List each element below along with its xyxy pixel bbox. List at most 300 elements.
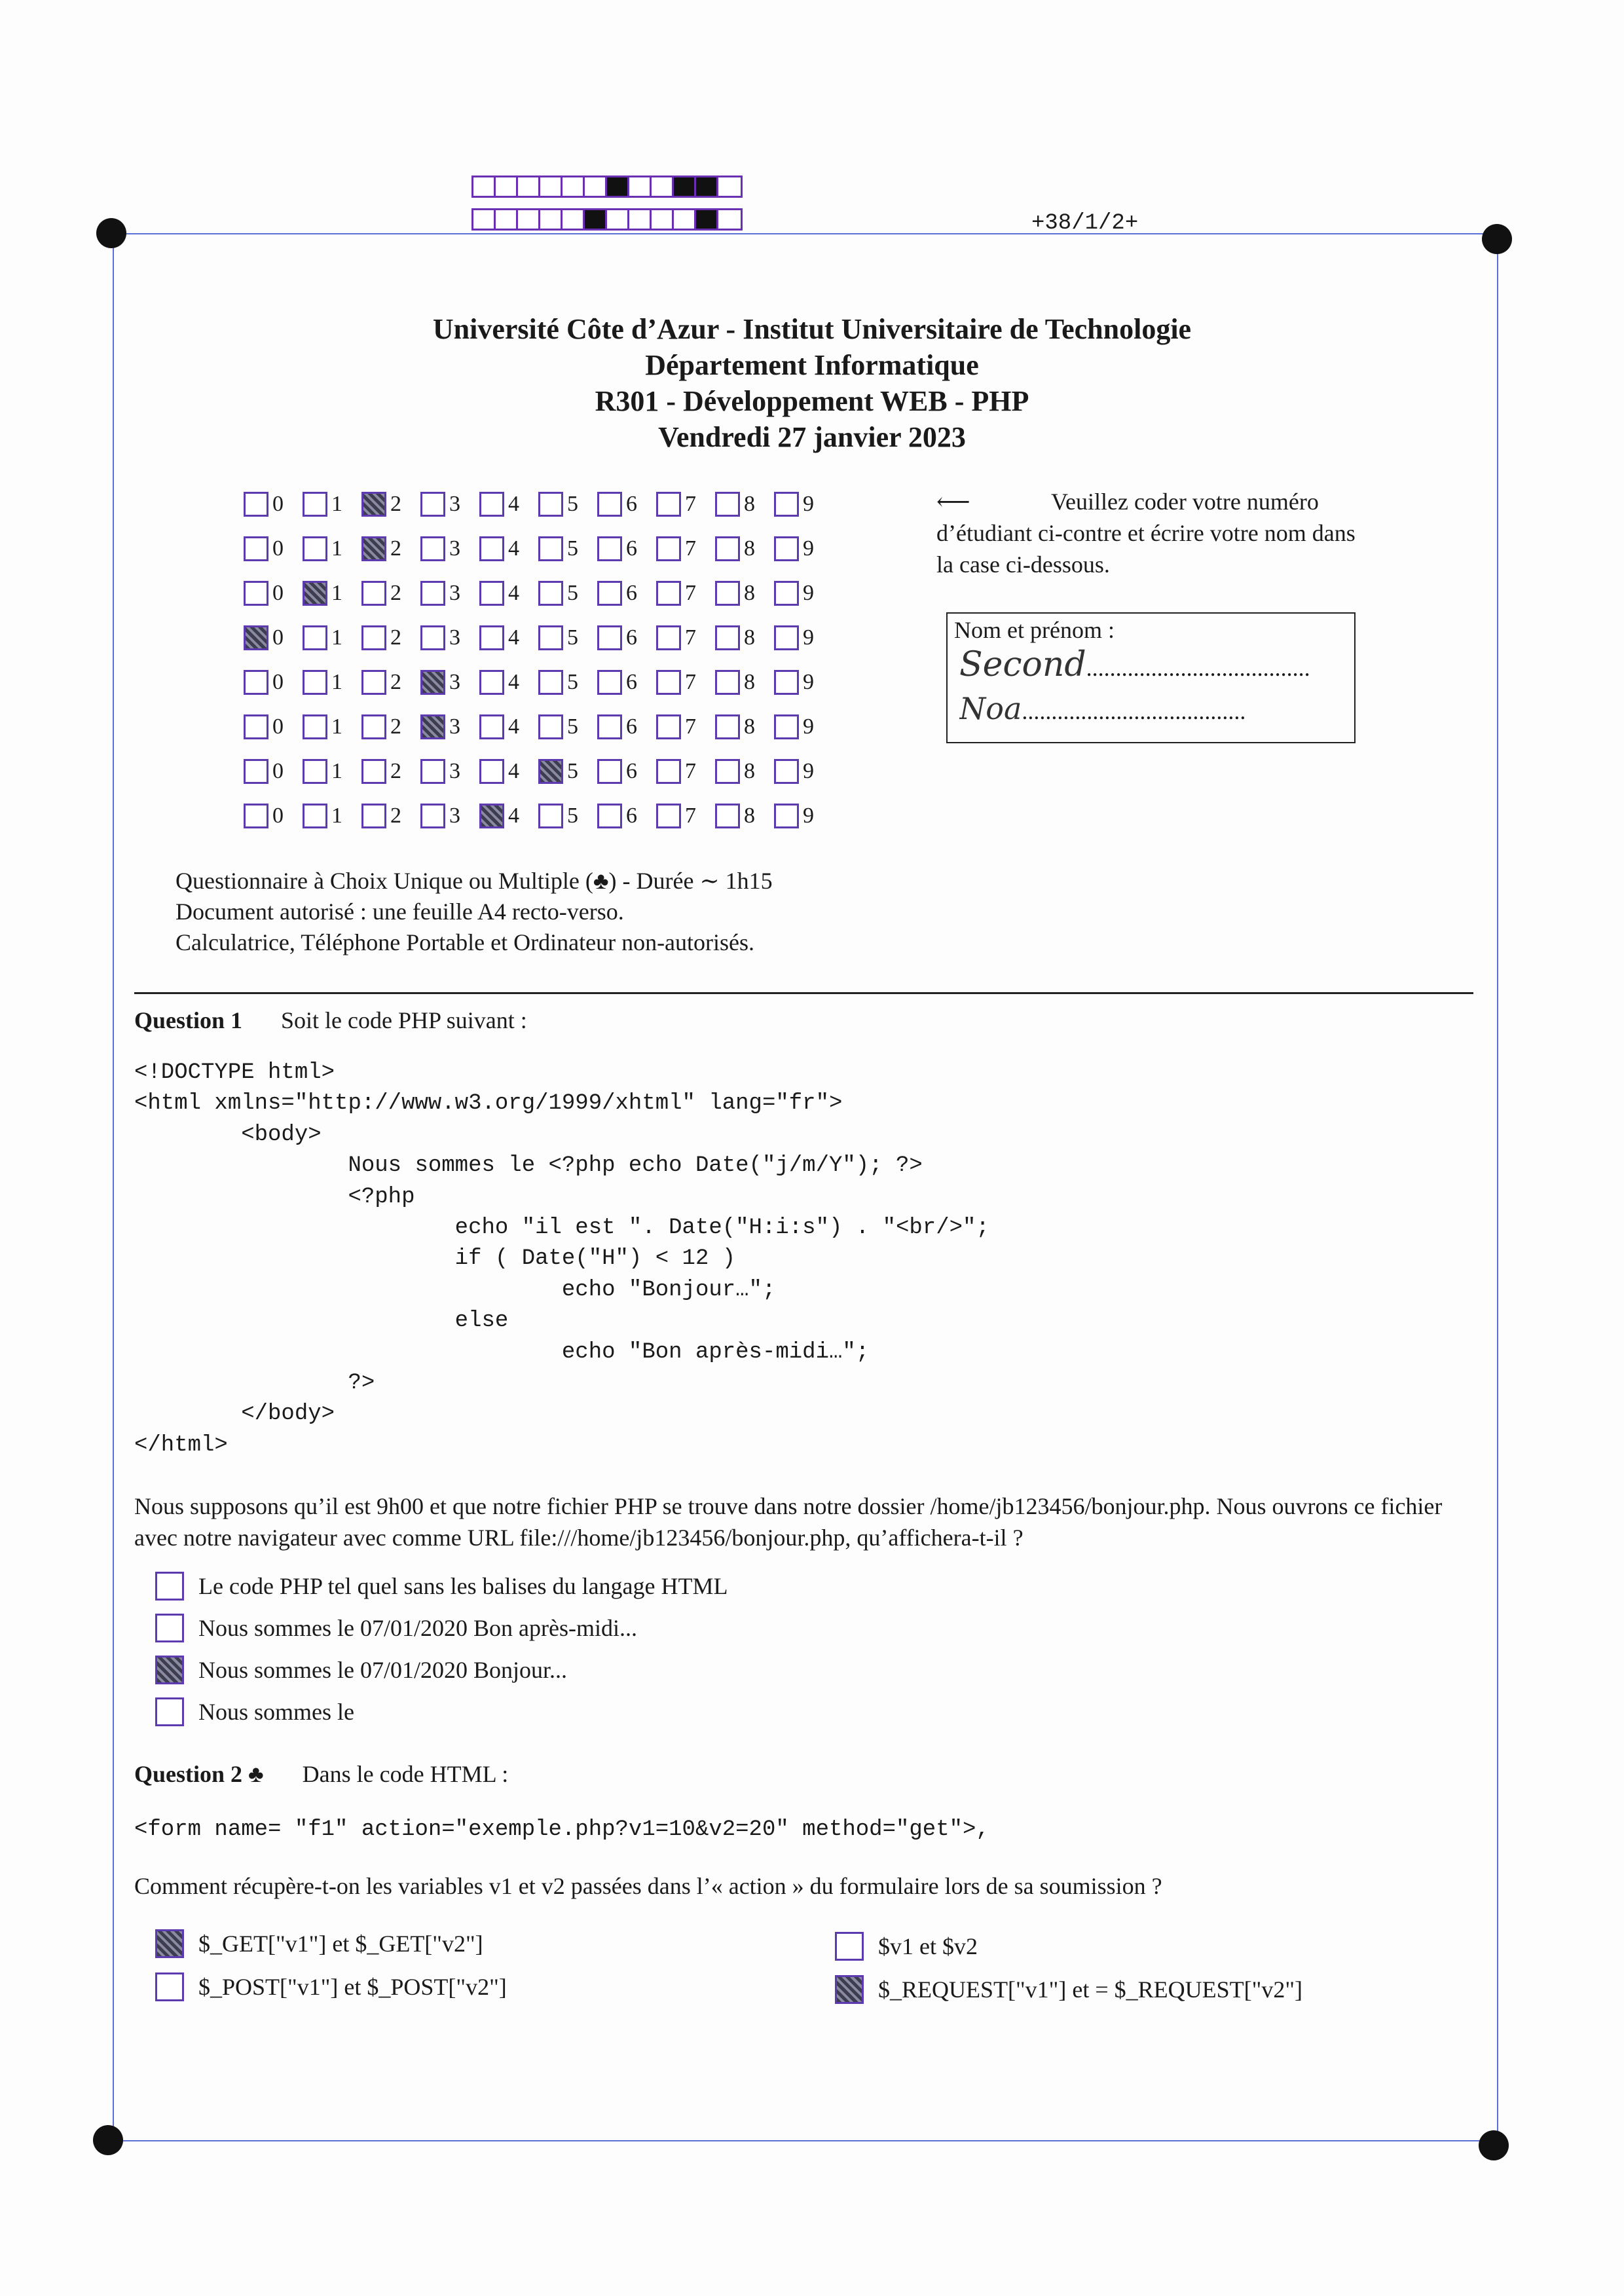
digit-cell[interactable] — [715, 804, 774, 828]
digit-label: 9 — [803, 625, 814, 650]
digit-label: 5 — [567, 804, 578, 828]
q1-option-1-checkbox[interactable] — [155, 1572, 184, 1601]
digit-checkbox[interactable] — [774, 492, 799, 517]
digit-cell[interactable] — [303, 625, 361, 650]
question-2-heading — [134, 1760, 508, 1788]
digit-label: 1 — [331, 714, 342, 739]
digit-checkbox[interactable] — [774, 714, 799, 739]
digit-label: 4 — [508, 492, 519, 516]
digit-checkbox[interactable] — [303, 581, 327, 606]
digit-label: 0 — [272, 581, 284, 605]
q2-option-3[interactable] — [835, 1932, 978, 1961]
digit-cell[interactable] — [361, 670, 420, 695]
digit-row-4 — [244, 616, 833, 660]
digit-label: 5 — [567, 625, 578, 650]
exam-info-line-2: Document autorisé : une feuille A4 recto-verso. — [175, 898, 624, 925]
digit-checkbox[interactable] — [420, 670, 445, 695]
q1-option-3-label: Nous sommes le 07/01/2020 Bonjour... — [198, 1657, 568, 1683]
digit-checkbox[interactable] — [774, 670, 799, 695]
handwritten-last-name: Second — [959, 645, 1086, 684]
code-cell — [652, 177, 674, 196]
header-date: Vendredi 27 janvier 2023 — [658, 421, 966, 453]
digit-cell[interactable] — [479, 670, 538, 695]
header-course: R301 - Développement WEB - PHP — [595, 385, 1029, 417]
digit-label: 0 — [272, 492, 284, 516]
frame-bottom — [113, 2140, 1498, 2141]
digit-cell[interactable] — [303, 536, 361, 561]
digit-checkbox[interactable] — [656, 670, 681, 695]
digit-label: 2 — [390, 536, 401, 561]
digit-cell[interactable] — [597, 670, 656, 695]
digit-label: 0 — [272, 670, 284, 694]
code-cell — [518, 210, 540, 229]
digit-label: 7 — [685, 492, 696, 516]
digit-cell[interactable] — [361, 536, 420, 561]
digit-label: 0 — [272, 625, 284, 650]
q2-option-2[interactable] — [155, 1972, 507, 2001]
digit-checkbox[interactable] — [244, 581, 268, 606]
student-number-grid — [244, 482, 833, 838]
digit-label: 0 — [272, 714, 284, 739]
digit-cell[interactable] — [361, 759, 420, 784]
digit-checkbox[interactable] — [420, 714, 445, 739]
digit-label: 4 — [508, 625, 519, 650]
q2-option-4-label: $_REQUEST["v1"] et = $_REQUEST["v2"] — [878, 1976, 1303, 2003]
digit-label: 4 — [508, 804, 519, 828]
digit-cell[interactable] — [656, 670, 715, 695]
digit-label: 1 — [331, 625, 342, 650]
digit-checkbox[interactable] — [597, 670, 622, 695]
digit-checkbox[interactable] — [774, 581, 799, 606]
digit-checkbox[interactable] — [479, 670, 504, 695]
digit-label: 3 — [449, 625, 460, 650]
digit-checkbox[interactable] — [656, 804, 681, 828]
digit-cell[interactable] — [303, 492, 361, 517]
corner-mark-top-right — [1482, 224, 1512, 254]
digit-checkbox[interactable] — [420, 804, 445, 828]
digit-checkbox[interactable] — [420, 581, 445, 606]
digit-checkbox[interactable] — [597, 625, 622, 650]
digit-label: 5 — [567, 759, 578, 783]
question-1-code: <!DOCTYPE html> <html xmlns="http://www.w3.org/1999/xhtml" lang="fr"> <body> Nous sommes le <?php echo Date("j/m/Y"); ?> <?php echo "il est ". Date("H:i:s") . "<br/>"; if ( Date("H") < 12 ) echo "Bonjour…"; else echo "Bon après-midi…"; ?> </body> </html> — [134, 1060, 989, 1458]
digit-cell[interactable] — [656, 625, 715, 650]
digit-row-3 — [244, 571, 833, 616]
code-cell — [696, 177, 718, 196]
digit-label: 4 — [508, 759, 519, 783]
digit-checkbox[interactable] — [715, 759, 740, 784]
digit-checkbox[interactable] — [420, 492, 445, 517]
digit-cell[interactable] — [597, 804, 656, 828]
digit-cell[interactable] — [715, 536, 774, 561]
corner-mark-top-left — [96, 218, 126, 248]
q2-option-2-checkbox[interactable] — [155, 1972, 184, 2001]
code-cell — [496, 177, 518, 196]
code-cell — [674, 210, 696, 229]
digit-checkbox[interactable] — [361, 714, 386, 739]
name-box[interactable] — [946, 612, 1356, 743]
digit-label: 1 — [331, 581, 342, 605]
digit-cell[interactable] — [420, 804, 479, 828]
digit-cell[interactable] — [479, 804, 538, 828]
digit-label: 5 — [567, 670, 578, 694]
digit-checkbox[interactable] — [656, 536, 681, 561]
digit-checkbox[interactable] — [361, 536, 386, 561]
digit-checkbox[interactable] — [774, 804, 799, 828]
digit-checkbox[interactable] — [479, 536, 504, 561]
code-cell — [563, 210, 585, 229]
digit-checkbox[interactable] — [244, 625, 268, 650]
digit-label: 7 — [685, 625, 696, 650]
digit-cell[interactable] — [597, 492, 656, 517]
q2-option-4-checkbox[interactable] — [835, 1975, 864, 2004]
digit-cell[interactable] — [715, 759, 774, 784]
handwritten-first-name: Noa — [959, 691, 1022, 726]
digit-cell[interactable] — [479, 625, 538, 650]
digit-cell[interactable] — [244, 536, 303, 561]
code-cell — [696, 210, 718, 229]
exam-info — [175, 866, 773, 958]
digit-checkbox[interactable] — [715, 670, 740, 695]
digit-row-2 — [244, 527, 833, 571]
digit-label: 2 — [390, 670, 401, 694]
digit-label: 7 — [685, 581, 696, 605]
digit-label: 9 — [803, 804, 814, 828]
digit-label: 3 — [449, 714, 460, 739]
digit-checkbox[interactable] — [361, 625, 386, 650]
header-institution: Université Côte d’Azur - Institut Universitaire de Technologie — [432, 313, 1192, 345]
digit-checkbox[interactable] — [479, 492, 504, 517]
digit-cell[interactable] — [774, 536, 833, 561]
digit-cell[interactable] — [479, 581, 538, 606]
digit-label: 8 — [744, 670, 755, 694]
code-cell — [718, 177, 741, 196]
digit-cell[interactable] — [361, 492, 420, 517]
digit-checkbox[interactable] — [597, 804, 622, 828]
digit-cell[interactable] — [597, 536, 656, 561]
digit-cell[interactable] — [538, 492, 597, 517]
digit-checkbox[interactable] — [656, 492, 681, 517]
digit-cell[interactable] — [774, 492, 833, 517]
frame-top — [113, 233, 1498, 234]
digit-cell[interactable] — [420, 536, 479, 561]
code-cell — [652, 210, 674, 229]
digit-label: 5 — [567, 581, 578, 605]
digit-label: 8 — [744, 714, 755, 739]
code-cell — [718, 210, 741, 229]
code-cell — [518, 177, 540, 196]
digit-checkbox[interactable] — [597, 714, 622, 739]
digit-checkbox[interactable] — [538, 536, 563, 561]
digit-cell[interactable] — [479, 492, 538, 517]
digit-row-1 — [244, 482, 833, 527]
digit-checkbox[interactable] — [715, 492, 740, 517]
digit-cell[interactable] — [244, 581, 303, 606]
digit-label: 3 — [449, 759, 460, 783]
header-department: Département Informatique — [645, 349, 979, 381]
digit-label: 6 — [626, 492, 637, 516]
digit-label: 3 — [449, 581, 460, 605]
code-cell — [540, 210, 563, 229]
digit-cell[interactable] — [420, 714, 479, 739]
digit-cell[interactable] — [361, 581, 420, 606]
digit-checkbox[interactable] — [656, 625, 681, 650]
digit-checkbox[interactable] — [774, 536, 799, 561]
digit-cell[interactable] — [538, 759, 597, 784]
digit-cell[interactable] — [538, 714, 597, 739]
digit-checkbox[interactable] — [244, 714, 268, 739]
digit-cell[interactable] — [715, 492, 774, 517]
digit-checkbox[interactable] — [715, 714, 740, 739]
digit-label: 1 — [331, 536, 342, 561]
page-header — [0, 311, 1624, 455]
digit-label: 2 — [390, 804, 401, 828]
digit-cell[interactable] — [303, 714, 361, 739]
q2-option-3-label: $v1 et $v2 — [878, 1933, 978, 1959]
digit-label: 6 — [626, 714, 637, 739]
digit-cell[interactable] — [656, 759, 715, 784]
q1-option-4-label: Nous sommes le — [198, 1699, 354, 1725]
digit-cell[interactable] — [774, 625, 833, 650]
q1-option-2-checkbox[interactable] — [155, 1614, 184, 1642]
digit-label: 6 — [626, 804, 637, 828]
q2-option-4[interactable] — [835, 1975, 1302, 2004]
frame-left — [113, 233, 114, 2141]
name-line-2: Noa...................................... — [959, 691, 1246, 726]
digit-cell[interactable] — [479, 536, 538, 561]
name-box-label: Nom et prénom : — [954, 617, 1115, 643]
digit-label: 2 — [390, 759, 401, 783]
digit-cell[interactable] — [656, 492, 715, 517]
digit-label: 6 — [626, 536, 637, 561]
digit-cell[interactable] — [420, 581, 479, 606]
code-cell — [585, 210, 607, 229]
digit-cell[interactable] — [774, 670, 833, 695]
digit-cell[interactable] — [597, 714, 656, 739]
digit-checkbox[interactable] — [303, 714, 327, 739]
code-cell — [496, 210, 518, 229]
digit-cell[interactable] — [715, 581, 774, 606]
digit-cell[interactable] — [479, 714, 538, 739]
digit-cell[interactable] — [420, 625, 479, 650]
digit-label: 7 — [685, 804, 696, 828]
digit-label: 8 — [744, 581, 755, 605]
q2-option-3-checkbox[interactable] — [835, 1932, 864, 1961]
digit-row-8 — [244, 794, 833, 838]
digit-checkbox[interactable] — [597, 492, 622, 517]
digit-checkbox[interactable] — [597, 759, 622, 784]
digit-checkbox[interactable] — [244, 759, 268, 784]
digit-checkbox[interactable] — [538, 670, 563, 695]
digit-checkbox[interactable] — [715, 804, 740, 828]
q1-option-1-label: Le code PHP tel quel sans les balises du langage HTML — [198, 1573, 728, 1599]
digit-label: 1 — [331, 804, 342, 828]
digit-checkbox[interactable] — [715, 581, 740, 606]
digit-checkbox[interactable] — [597, 536, 622, 561]
code-cell — [629, 177, 652, 196]
digit-cell[interactable] — [244, 492, 303, 517]
digit-cell[interactable] — [715, 670, 774, 695]
digit-cell[interactable] — [361, 714, 420, 739]
question-1-text: Nous supposons qu’il est 9h00 et que notre fichier PHP se trouve dans notre dossier /home/jb123456/bonjour.php. Nous ouvrons ce fichier avec notre navigateur avec comme URL file:///home/jb123456/bonjour.php, qu’affichera-t-il ? — [134, 1493, 1443, 1551]
left-arrow-icon: ⟵ — [936, 489, 970, 515]
digit-checkbox[interactable] — [244, 536, 268, 561]
digit-label: 4 — [508, 536, 519, 561]
digit-checkbox[interactable] — [244, 804, 268, 828]
digit-cell[interactable] — [479, 759, 538, 784]
exam-info-line-3: Calculatrice, Téléphone Portable et Ordinateur non-autorisés. — [175, 929, 755, 955]
digit-checkbox[interactable] — [479, 804, 504, 828]
q1-option-1[interactable] — [155, 1572, 728, 1601]
digit-cell[interactable] — [361, 804, 420, 828]
digit-checkbox[interactable] — [715, 625, 740, 650]
digit-checkbox[interactable] — [656, 714, 681, 739]
digit-cell[interactable] — [538, 804, 597, 828]
q2-option-1-label: $_GET["v1"] et $_GET["v2"] — [198, 1931, 483, 1957]
digit-checkbox[interactable] — [303, 492, 327, 517]
digit-cell[interactable] — [244, 714, 303, 739]
code-cell — [607, 210, 629, 229]
digit-label: 4 — [508, 581, 519, 605]
digit-checkbox[interactable] — [420, 625, 445, 650]
digit-label: 6 — [626, 625, 637, 650]
digit-cell[interactable] — [774, 804, 833, 828]
code-cell — [607, 177, 629, 196]
digit-checkbox[interactable] — [538, 804, 563, 828]
q2-option-1[interactable] — [155, 1929, 483, 1958]
digit-label: 5 — [567, 492, 578, 516]
binary-code-row-2 — [471, 208, 743, 231]
digit-label: 9 — [803, 492, 814, 516]
digit-cell[interactable] — [303, 581, 361, 606]
digit-cell[interactable] — [538, 670, 597, 695]
digit-checkbox[interactable] — [774, 625, 799, 650]
digit-checkbox[interactable] — [361, 670, 386, 695]
digit-label: 8 — [744, 625, 755, 650]
digit-cell[interactable] — [597, 625, 656, 650]
digit-cell[interactable] — [244, 670, 303, 695]
digit-checkbox[interactable] — [656, 759, 681, 784]
digit-checkbox[interactable] — [774, 759, 799, 784]
digit-cell[interactable] — [303, 759, 361, 784]
digit-cell[interactable] — [244, 804, 303, 828]
digit-label: 6 — [626, 670, 637, 694]
digit-label: 8 — [744, 804, 755, 828]
digit-checkbox[interactable] — [479, 625, 504, 650]
digit-label: 8 — [744, 492, 755, 516]
q1-option-3[interactable] — [155, 1656, 567, 1684]
digit-checkbox[interactable] — [538, 714, 563, 739]
digit-checkbox[interactable] — [361, 759, 386, 784]
digit-label: 9 — [803, 759, 814, 783]
digit-label: 1 — [331, 759, 342, 783]
digit-checkbox[interactable] — [538, 625, 563, 650]
digit-cell[interactable] — [538, 536, 597, 561]
digit-cell[interactable] — [303, 804, 361, 828]
digit-checkbox[interactable] — [361, 492, 386, 517]
digit-checkbox[interactable] — [656, 581, 681, 606]
digit-checkbox[interactable] — [361, 581, 386, 606]
digit-cell[interactable] — [420, 492, 479, 517]
digit-cell[interactable] — [420, 759, 479, 784]
digit-checkbox[interactable] — [303, 536, 327, 561]
digit-cell[interactable] — [715, 625, 774, 650]
digit-label: 9 — [803, 670, 814, 694]
digit-cell[interactable] — [538, 625, 597, 650]
digit-cell[interactable] — [361, 625, 420, 650]
digit-checkbox[interactable] — [303, 759, 327, 784]
digit-label: 7 — [685, 670, 696, 694]
digit-checkbox[interactable] — [420, 759, 445, 784]
digit-checkbox[interactable] — [538, 759, 563, 784]
corner-mark-bottom-left — [93, 2125, 123, 2155]
digit-checkbox[interactable] — [303, 670, 327, 695]
digit-checkbox[interactable] — [479, 581, 504, 606]
digit-checkbox[interactable] — [244, 492, 268, 517]
q1-option-4-checkbox[interactable] — [155, 1697, 184, 1726]
digit-label: 3 — [449, 536, 460, 561]
digit-label: 6 — [626, 759, 637, 783]
digit-checkbox[interactable] — [303, 625, 327, 650]
code-cell — [629, 210, 652, 229]
digit-cell[interactable] — [774, 581, 833, 606]
digit-row-6 — [244, 705, 833, 749]
digit-cell[interactable] — [538, 581, 597, 606]
digit-label: 2 — [390, 581, 401, 605]
digit-cell[interactable] — [597, 581, 656, 606]
digit-checkbox[interactable] — [303, 804, 327, 828]
q2-option-2-label: $_POST["v1"] et $_POST["v2"] — [198, 1974, 507, 2000]
digit-checkbox[interactable] — [420, 536, 445, 561]
digit-checkbox[interactable] — [244, 670, 268, 695]
code-cell — [473, 177, 496, 196]
digit-label: 7 — [685, 536, 696, 561]
digit-label: 7 — [685, 714, 696, 739]
q1-option-2[interactable] — [155, 1614, 637, 1642]
digit-checkbox[interactable] — [361, 804, 386, 828]
digit-cell[interactable] — [656, 714, 715, 739]
digit-cell[interactable] — [244, 625, 303, 650]
frame-right — [1497, 233, 1498, 2141]
digit-cell[interactable] — [715, 714, 774, 739]
digit-cell[interactable] — [774, 759, 833, 784]
digit-checkbox[interactable] — [538, 492, 563, 517]
digit-cell[interactable] — [656, 536, 715, 561]
digit-cell[interactable] — [303, 670, 361, 695]
name-line-1: Second...................................... — [959, 645, 1310, 684]
q1-option-3-checkbox[interactable] — [155, 1656, 184, 1684]
digit-cell[interactable] — [656, 804, 715, 828]
q1-option-4[interactable] — [155, 1697, 354, 1726]
digit-cell[interactable] — [420, 670, 479, 695]
question-2-label: Question 2 ♣ — [134, 1761, 264, 1787]
digit-checkbox[interactable] — [479, 714, 504, 739]
student-number-instructions — [936, 486, 1372, 580]
digit-cell[interactable] — [656, 581, 715, 606]
digit-cell[interactable] — [597, 759, 656, 784]
q1-option-2-label: Nous sommes le 07/01/2020 Bon après-midi... — [198, 1615, 637, 1641]
q2-option-1-checkbox[interactable] — [155, 1929, 184, 1958]
digit-label: 3 — [449, 670, 460, 694]
digit-label: 2 — [390, 492, 401, 516]
digit-checkbox[interactable] — [538, 581, 563, 606]
question-1-heading — [134, 1007, 527, 1034]
digit-checkbox[interactable] — [597, 581, 622, 606]
digit-checkbox[interactable] — [479, 759, 504, 784]
digit-cell[interactable] — [774, 714, 833, 739]
question-1-label: Question 1 — [134, 1007, 243, 1033]
digit-checkbox[interactable] — [715, 536, 740, 561]
digit-cell[interactable] — [244, 759, 303, 784]
